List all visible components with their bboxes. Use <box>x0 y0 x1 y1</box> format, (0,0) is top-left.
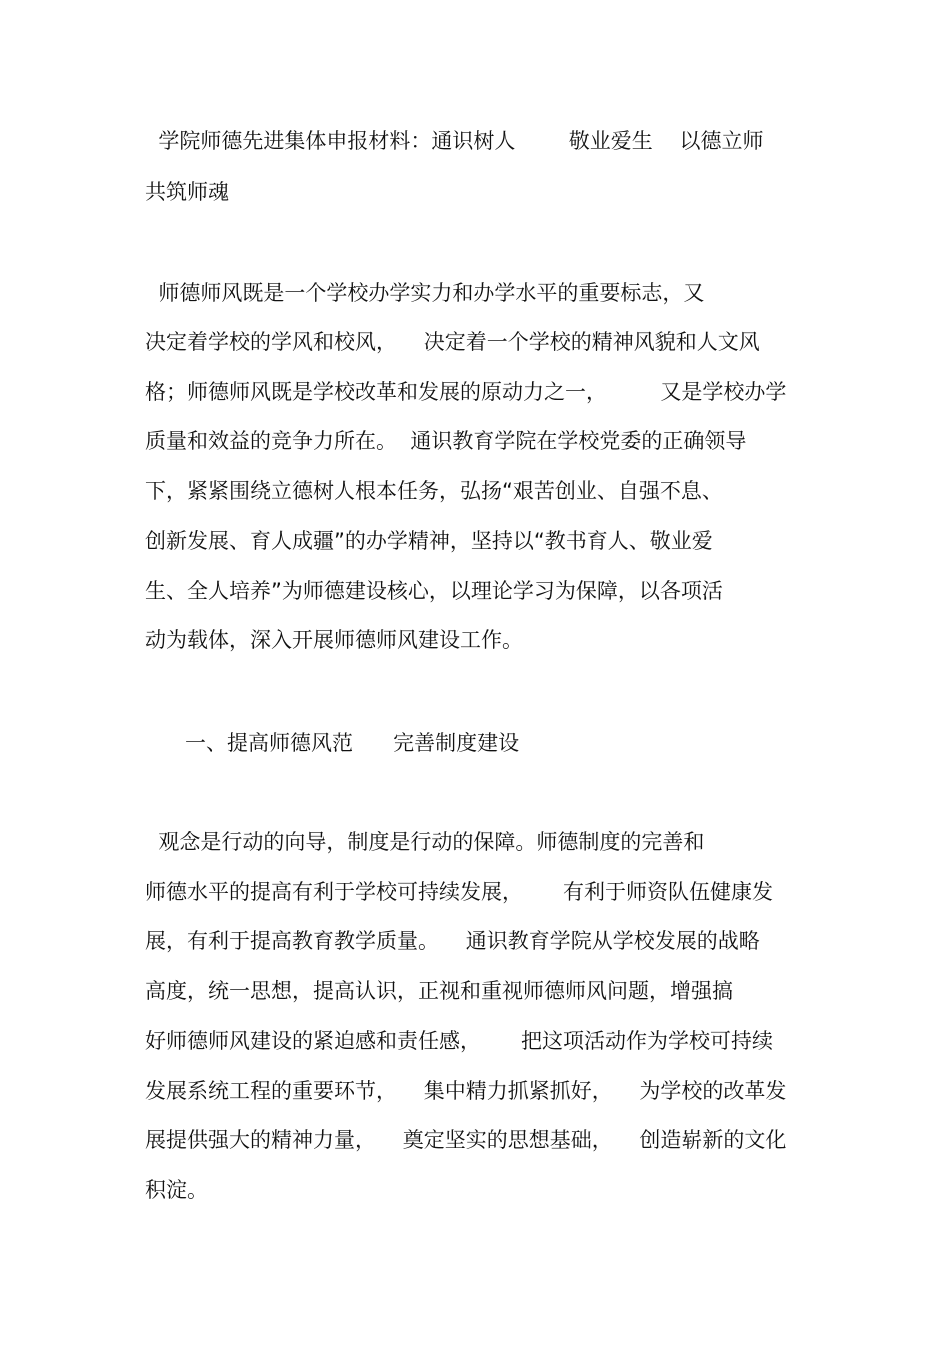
paragraph-1-line: 下，紧紧围绕立德树人根本任务，弘扬“艰苦创业、自强不息、 <box>145 479 723 503</box>
paragraph-2-line: 师德水平的提高有利于学校可持续发展， 有利于师资队伍健康发 <box>145 880 774 904</box>
section-heading: 一、提高师德风范 完善制度建设 <box>145 731 520 755</box>
paragraph-2-line: 发展系统工程的重要环节， 集中精力抓紧抓好， 为学校的改革发 <box>145 1079 787 1103</box>
paragraph-1-line: 格；师德师风既是学校改革和发展的原动力之一， 又是学校办学 <box>145 380 787 404</box>
paragraph-2-line: 积淀。 <box>145 1178 208 1202</box>
paragraph-2-line: 展，有利于提高教育教学质量。 通识教育学院从学校发展的战略 <box>145 929 760 953</box>
paragraph-2-line: 好师德师风建设的紧迫感和责任感， 把这项活动作为学校可持续 <box>145 1029 774 1053</box>
paragraph-1-line: 质量和效益的竞争力所在。 通识教育学院在学校党委的正确领导 <box>145 429 747 453</box>
paragraph-1-line: 师德师风既是一个学校办学实力和办学水平的重要标志，又 <box>145 281 705 305</box>
paragraph-2-line: 观念是行动的向导，制度是行动的保障。师德制度的完善和 <box>145 830 705 854</box>
document-title-line-2: 共筑师魂 <box>145 180 229 204</box>
paragraph-1-line: 决定着学校的学风和校风， 决定着一个学校的精神风貌和人文风 <box>145 330 760 354</box>
paragraph-2-line: 展提供强大的精神力量， 奠定坚实的思想基础， 创造崭新的文化 <box>145 1128 787 1152</box>
paragraph-2-line: 高度，统一思想，提高认识，正视和重视师德师风问题，增强搞 <box>145 979 733 1003</box>
paragraph-1-line: 动为载体，深入开展师德师风建设工作。 <box>145 628 523 652</box>
paragraph-1-line: 创新发展、育人成疆”的办学精神，坚持以“教书育人、敬业爱 <box>145 529 713 553</box>
paragraph-1-line: 生、全人培养”为师德建设核心，以理论学习为保障，以各项活 <box>145 579 723 603</box>
document-title-line-1: 学院师德先进集体申报材料：通识树人 敬业爱生 以德立师 <box>145 129 764 153</box>
